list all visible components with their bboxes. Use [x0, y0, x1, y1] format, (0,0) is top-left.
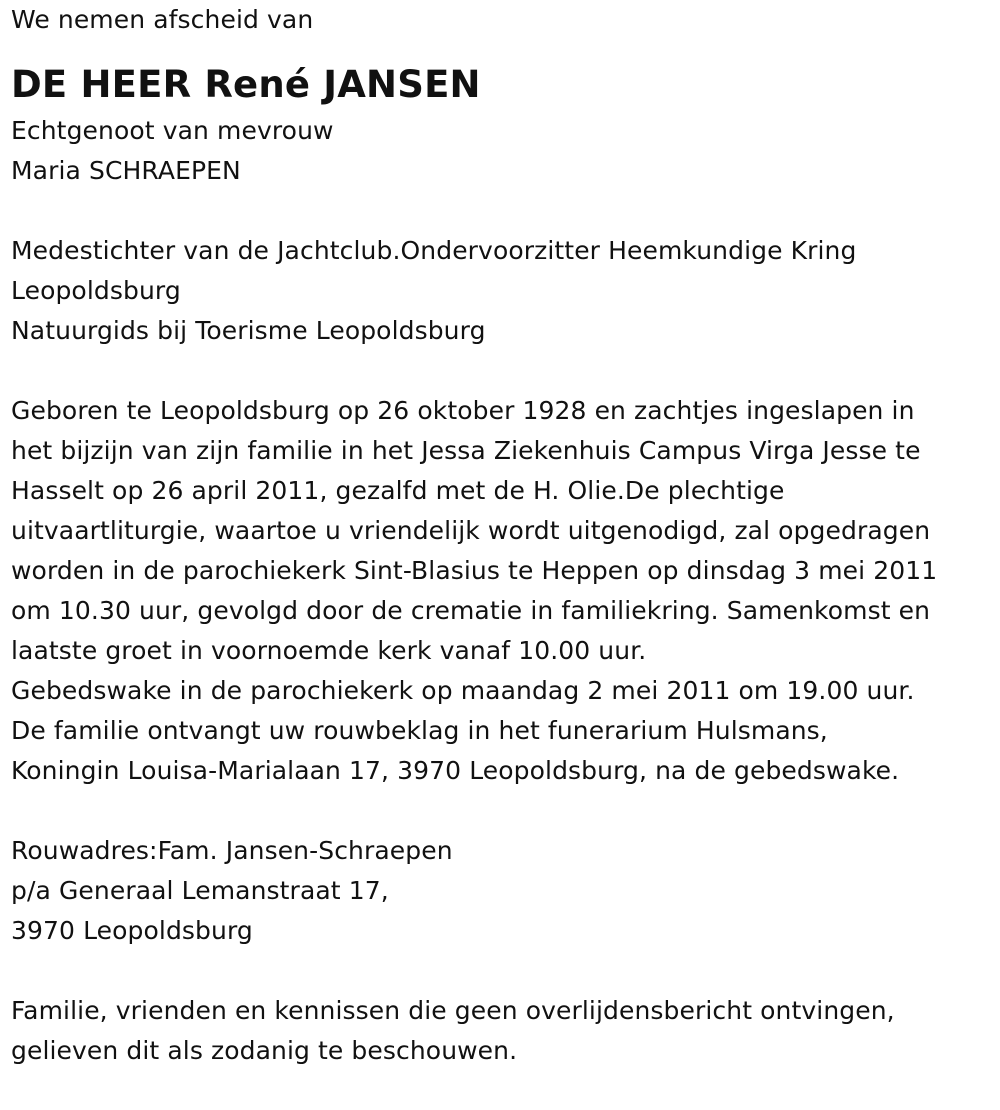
spouse-line: Echtgenoot van mevrouw	[11, 116, 334, 145]
role-line: Leopoldsburg	[11, 276, 181, 305]
detail-line: om 10.30 uur, gevolgd door de crematie in familiekring. Samenkomst en	[11, 596, 931, 625]
closing-line: Familie, vrienden en kennissen die geen overlijdensbericht ontvingen,	[11, 996, 895, 1025]
spouse-block	[11, 111, 996, 191]
address-block	[11, 831, 996, 951]
role-line: Natuurgids bij Toerisme Leopoldsburg	[11, 316, 486, 345]
role-line: Medestichter van de Jachtclub.Ondervoorzitter Heemkundige Kring	[11, 236, 857, 265]
closing-block	[11, 991, 996, 1071]
spacer	[11, 791, 996, 831]
detail-line: De familie ontvangt uw rouwbeklag in het funerarium Hulsmans,	[11, 716, 828, 745]
address-line: 3970 Leopoldsburg	[11, 916, 253, 945]
details-block	[11, 391, 996, 791]
detail-line: worden in de parochiekerk Sint-Blasius te Heppen op dinsdag 3 mei 2011	[11, 556, 938, 585]
spouse-line: Maria SCHRAEPEN	[11, 156, 241, 185]
detail-line: het bijzijn van zijn familie in het Jessa Ziekenhuis Campus Virga Jesse te	[11, 436, 921, 465]
closing-line: gelieven dit als zodanig te beschouwen.	[11, 1036, 518, 1065]
address-line: Rouwadres:Fam. Jansen-Schraepen	[11, 836, 453, 865]
detail-line: uitvaartliturgie, waartoe u vriendelijk wordt uitgenodigd, zal opgedragen	[11, 516, 931, 545]
detail-line: Gebedswake in de parochiekerk op maandag 2 mei 2011 om 19.00 uur.	[11, 676, 915, 705]
detail-line: Geboren te Leopoldsburg op 26 oktober 1928 en zachtjes ingeslapen in	[11, 396, 915, 425]
obituary-notice	[11, 0, 996, 1071]
intro-text: We nemen afscheid van	[11, 5, 314, 34]
detail-line: Hasselt op 26 april 2011, gezalfd met de H. Olie.De plechtige	[11, 476, 785, 505]
detail-line: Koningin Louisa-Marialaan 17, 3970 Leopoldsburg, na de gebedswake.	[11, 756, 900, 785]
address-line: p/a Generaal Lemanstraat 17,	[11, 876, 389, 905]
spacer	[11, 191, 996, 231]
roles-block	[11, 231, 996, 351]
spacer	[11, 351, 996, 391]
spacer	[11, 951, 996, 991]
detail-line: laatste groet in voornoemde kerk vanaf 10.00 uur.	[11, 636, 647, 665]
deceased-name: DE HEER René JANSEN	[11, 63, 481, 106]
